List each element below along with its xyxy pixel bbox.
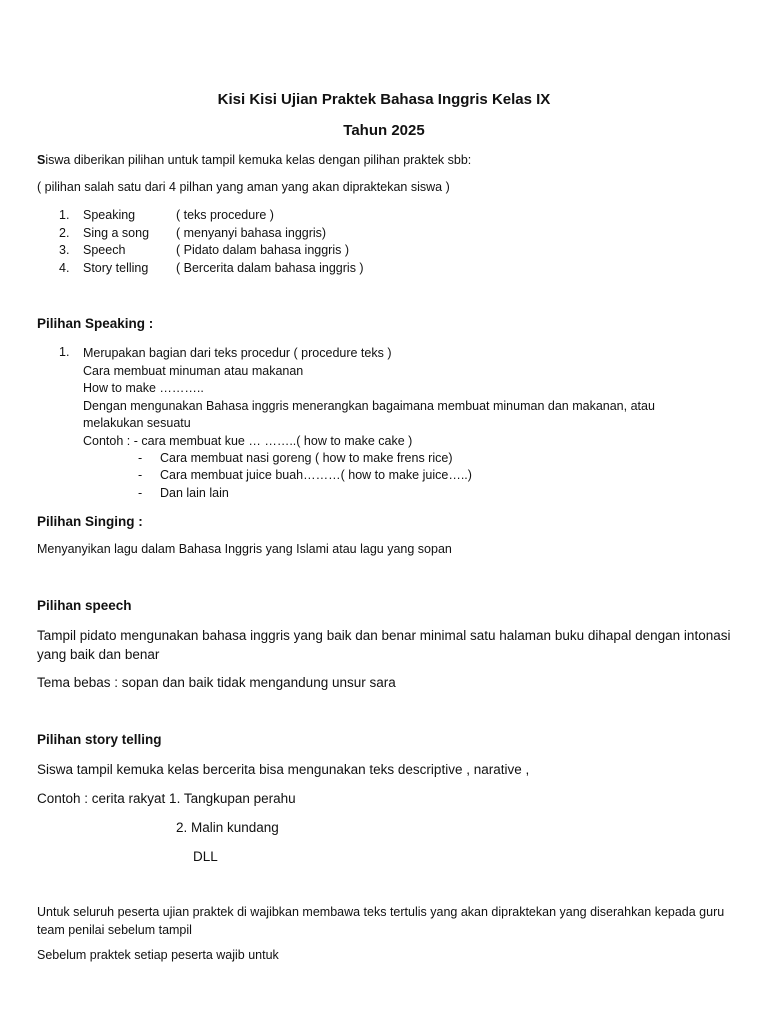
story-example: Contoh : cerita rakyat 1. Tangkupan perahu — [37, 791, 296, 806]
option-desc: ( menyanyi bahasa inggris) — [176, 226, 327, 240]
speech-theme: Tema bebas : sopan dan baik tidak mengandung unsur sara — [37, 675, 396, 690]
example-item: Cara membuat nasi goreng ( how to make frens rice) — [160, 451, 453, 465]
example-bullet: - — [138, 486, 143, 500]
option-desc: ( Bercerita dalam bahasa inggris ) — [176, 261, 364, 275]
example-bullet: - — [138, 468, 143, 482]
singing-text: Menyanyikan lagu dalam Bahasa Inggris yang Islami atau lagu yang sopan — [37, 542, 452, 556]
singing-heading: Pilihan Singing : — [37, 514, 143, 529]
speech-text: Tampil pidato mengunakan bahasa inggris yang baik dan benar minimal satu halaman buku dihapal dengan intonasi yang baik dan benar — [37, 628, 731, 662]
document-year: Tahun 2025 — [343, 122, 425, 139]
speaking-line: How to make ……….. — [83, 381, 204, 395]
speaking-details — [83, 345, 703, 450]
speaking-line: Contoh : - cara membuat kue … ……..( how to make cake ) — [83, 433, 413, 448]
example-item: Dan lain lain — [160, 486, 229, 500]
intro-note: ( pilihan salah satu dari 4 pilhan yang aman yang akan dipraktekan siswa ) — [37, 180, 450, 194]
option-name: Speech — [83, 243, 126, 257]
speaking-line: Cara membuat minuman atau makanan — [83, 363, 304, 378]
speaking-line: Dengan mengunakan Bahasa inggris menerangkan bagaimana membuat minuman dan makanan, atau melakukan sesuatu — [83, 398, 655, 430]
option-name: Story telling — [83, 261, 149, 275]
speaking-line: Merupakan bagian dari teks procedur ( procedure teks ) — [83, 346, 392, 360]
story-text: Siswa tampil kemuka kelas bercerita bisa mengunakan teks descriptive , narative , — [37, 762, 530, 777]
speaking-number: 1. — [59, 345, 70, 359]
story-item: 2. Malin kundang — [176, 820, 279, 835]
option-number: 3. — [59, 243, 70, 257]
option-number: 4. — [59, 261, 70, 275]
document-title: Kisi Kisi Ujian Praktek Bahasa Inggris Kelas IX — [217, 91, 551, 108]
intro-line — [37, 153, 471, 167]
example-bullet: - — [138, 451, 143, 465]
speech-heading: Pilihan speech — [37, 598, 132, 613]
closing-text: Untuk seluruh peserta ujian praktek di wajibkan membawa teks tertulis yang akan dipraktekan yang diserahkan kepada guru team penilai sebelum tampil — [37, 905, 725, 937]
option-desc: ( teks procedure ) — [176, 208, 274, 222]
intro-first-letter: S — [37, 153, 46, 167]
option-name: Sing a song — [83, 226, 150, 240]
story-etc: DLL — [193, 849, 218, 864]
option-number: 1. — [59, 208, 70, 222]
intro-text: iswa diberikan pilihan untuk tampil kemuka kelas dengan pilihan praktek sbb: — [45, 153, 472, 167]
closing-text-2: Sebelum praktek setiap peserta wajib untuk — [37, 948, 279, 962]
option-desc: ( Pidato dalam bahasa inggris ) — [176, 243, 350, 257]
option-number: 2. — [59, 226, 70, 240]
story-heading: Pilihan story telling — [37, 732, 162, 747]
speaking-heading: Pilihan Speaking : — [37, 316, 154, 331]
option-name: Speaking — [83, 208, 136, 222]
example-item: Cara membuat juice buah………( how to make juice…..) — [160, 468, 472, 482]
